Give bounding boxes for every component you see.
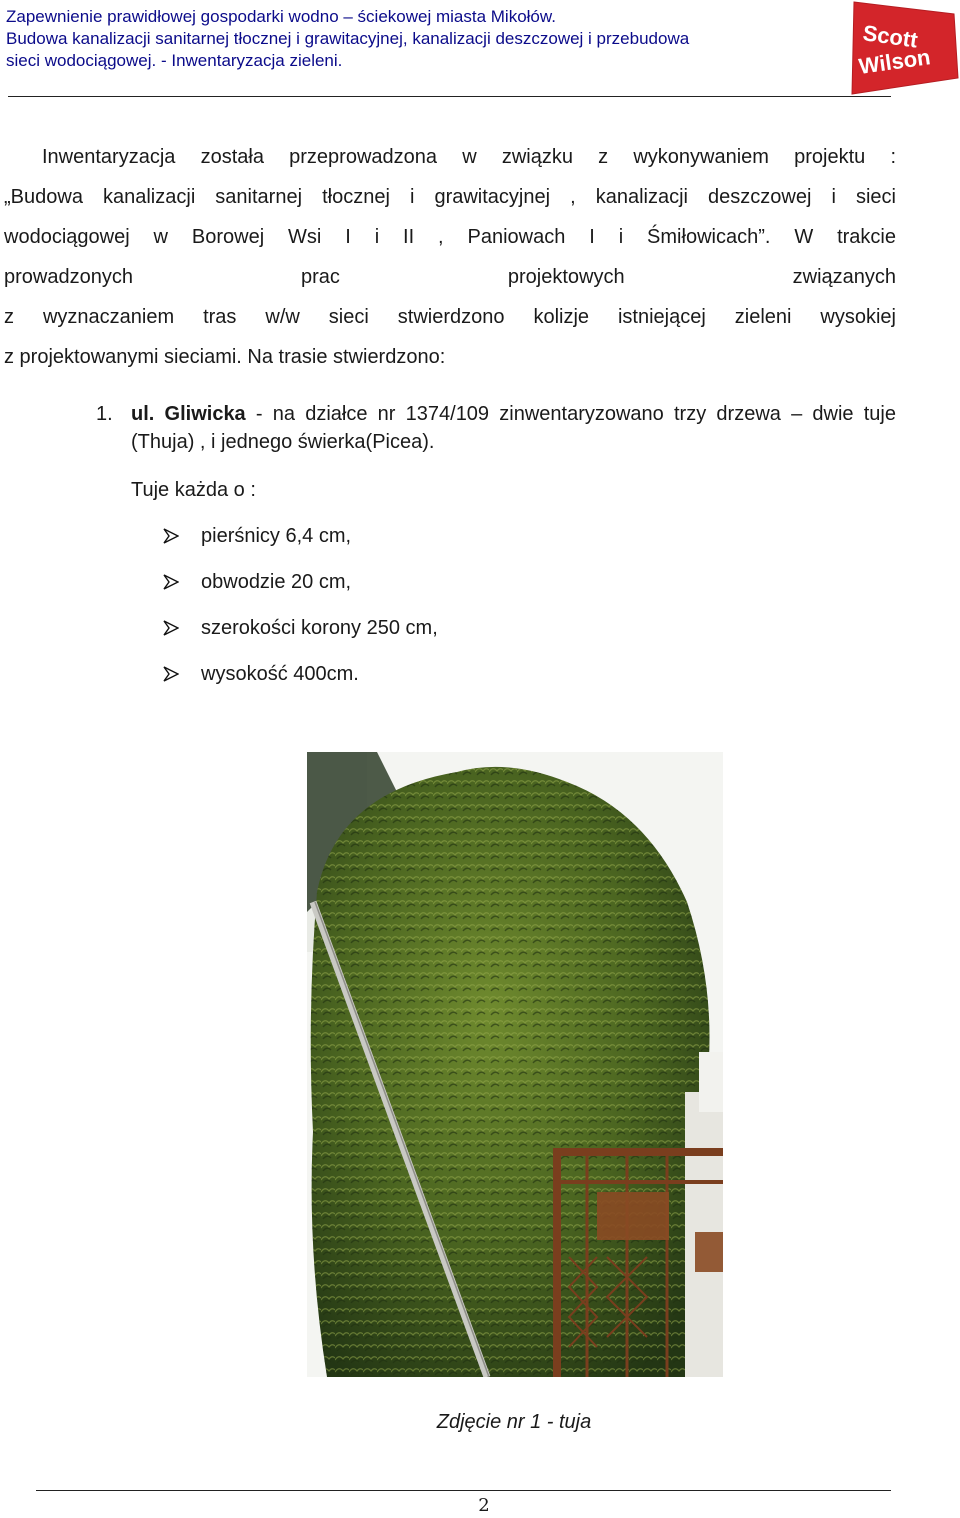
document-header xyxy=(6,6,836,72)
bullet-text: wysokość 400cm. xyxy=(201,663,359,685)
intro-line: „Budowa kanalizacji sanitarnej tłocznej i grawitacyjnej , kanalizacji deszczowej i sieci xyxy=(4,186,896,208)
header-line-2: Budowa kanalizacji sanitarnej tłocznej i grawitacyjnej, kanalizacji deszczowej i przebudowa xyxy=(6,29,690,48)
photo-caption: Zdjęcie nr 1 - tuja xyxy=(436,1411,592,1433)
bullet-text: pierśnicy 6,4 cm, xyxy=(201,525,352,547)
header-line-1: Zapewnienie prawidłowej gospodarki wodno – ściekowej miasta Mikołów. xyxy=(6,7,556,26)
intro-line: prowadzonych prac projektowych związanych xyxy=(4,266,896,288)
list-item-description: - na działce nr 1374/109 zinwentaryzowano trzy drzewa – dwie tuje (Thuja) , i jednego świerka(Picea). xyxy=(131,403,896,453)
intro-line: z wyznaczaniem tras w/w sieci stwierdzono kolizje istniejącej zieleni wysokiej xyxy=(4,306,896,328)
tuje-heading: Tuje każda o : xyxy=(131,479,256,501)
header-line-3: sieci wodociągowej. - Inwentaryzacja zieleni. xyxy=(6,51,343,70)
street-name: ul. Gliwicka xyxy=(131,403,246,425)
svg-text:Wilson: Wilson xyxy=(857,44,932,79)
intro-line: z projektowanymi sieciami. Na trasie stwierdzono: xyxy=(4,346,446,368)
intro-line: wodociągowej w Borowej Wsi I i II , Paniowach I i Śmiłowicach”. W trakcie xyxy=(4,226,896,248)
svg-text:Scott: Scott xyxy=(861,20,920,53)
arrow-bullet-icon xyxy=(163,574,179,590)
arrow-bullet-icon xyxy=(163,528,179,544)
footer-divider xyxy=(36,1490,891,1491)
header-divider xyxy=(8,96,891,97)
thuja-photo xyxy=(307,752,723,1377)
page-number: 2 xyxy=(478,1495,490,1516)
intro-paragraph xyxy=(4,137,896,377)
list-item-text xyxy=(131,400,896,456)
arrow-bullet-icon xyxy=(163,666,179,682)
list-number: 1. xyxy=(96,403,113,425)
scott-wilson-logo xyxy=(848,0,960,96)
bullet-text: obwodzie 20 cm, xyxy=(201,571,352,593)
intro-line: Inwentaryzacja została przeprowadzona w związku z wykonywaniem projektu : xyxy=(42,146,896,168)
arrow-bullet-icon xyxy=(163,620,179,636)
bullet-text: szerokości korony 250 cm, xyxy=(201,617,438,639)
